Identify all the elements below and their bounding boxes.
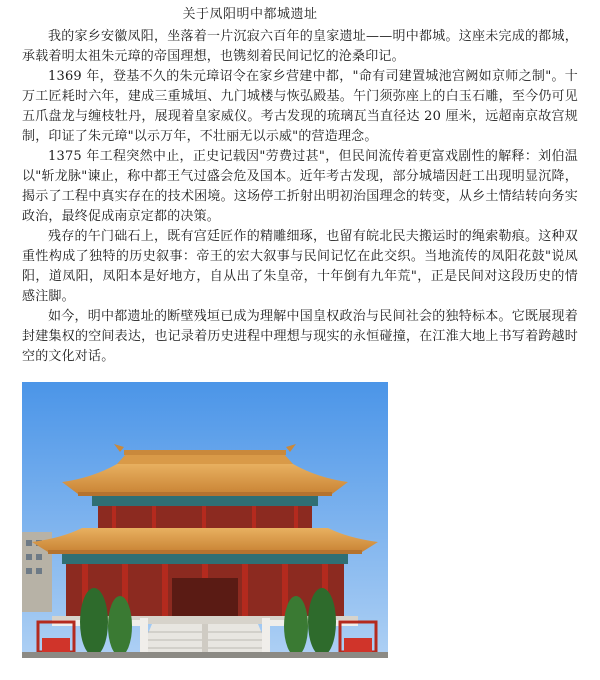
paragraph-1: 我的家乡安徽凤阳，坐落着一片沉寂六百年的皇家遗址——明中都城。这座未完成的都城，承载着明太祖朱元璋的帝国理想，也镌刻着民间记忆的沧桑印记。 [22,29,578,64]
paragraph-2: 1369 年，登基不久的朱元璋诏令在家乡营建中都，"命有司建置城池宫阙如京师之制"。十万工匠耗时六年，建成三重城垣、九门城楼与恢弘殿基。午门须弥座上的白玉石雕，至今仍可见五爪盘龙与缠枝牡丹，展现着皇家威仪。考古发现的琉璃瓦当直径达 20 厘米，远超南京故宫规制，印证了朱元璋"以示万年，不壮丽无以示威"的营造理念。 [22,69,578,144]
upper-story [92,496,318,528]
palace-hall-photo [22,382,388,658]
ground [22,652,388,658]
paragraph-3: 1375 年工程突然中止，正史记载因"劳费过甚"，但民间流传着更富戏剧性的解释：刘伯温以"斩龙脉"谏止，称中都王气过盛会危及国本。近年考古发现，部分城墙因赶工出现明显沉降，揭示了工程中真实存在的技术困境。这场停工折射出明初治国理念的转变，从乡土情结转向务实政治，最终促成南京定都的决策。 [22,149,578,224]
palace-hall-illustration [22,382,388,658]
paragraph-4: 残存的午门础石上，既有宫廷匠作的精雕细琢，也留有皖北民夫搬运时的绳索勒痕。这种双重性构成了独特的历史叙事：帝王的宏大叙事与民间记忆在此交织。当地流传的凤阳花鼓"说凤阳，道凤阳，凤阳本是好地方，自从出了朱皇帝，十年倒有九年荒"，正是民间对这段历史的情感注脚。 [22,229,578,304]
document-body [22,27,578,367]
document-title: 关于凤阳明中都城遗址 [182,7,318,22]
paragraph-5: 如今，明中都遗址的断壁残垣已成为理解中国皇权政治与民间社会的独特标本。它既展现着封建集权的空间表达，也记录着历史进程中理想与现实的永恒碰撞，在江淮大地上书写着跨越时空的文化对话。 [22,309,578,364]
lower-roof [32,528,378,564]
